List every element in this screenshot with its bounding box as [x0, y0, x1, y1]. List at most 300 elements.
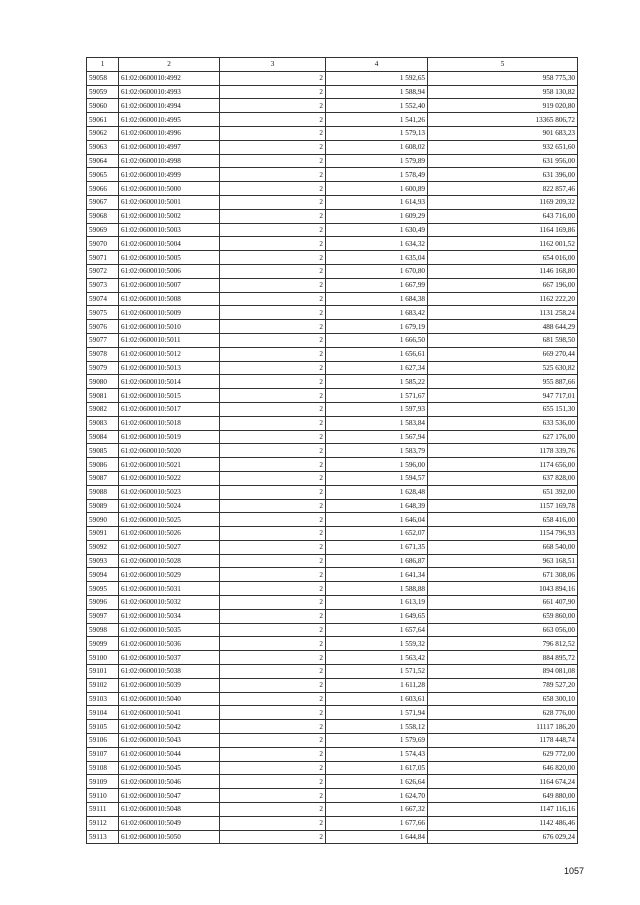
value-cell: 963 168,51	[428, 554, 578, 568]
table-row	[87, 816, 578, 830]
table-row	[87, 223, 578, 237]
row-number-cell: 59068	[87, 209, 119, 223]
table-row	[87, 292, 578, 306]
table-row	[87, 720, 578, 734]
table-row	[87, 375, 578, 389]
value-cell: 667 196,00	[428, 278, 578, 292]
category-cell: 2	[220, 692, 326, 706]
table-row	[87, 458, 578, 472]
column-header-4: 4	[326, 58, 428, 72]
cadastral-number-cell: 61:02:0600010:4992	[119, 71, 220, 85]
row-number-cell: 59112	[87, 816, 119, 830]
cadastral-number-cell: 61:02:0600010:4995	[119, 113, 220, 127]
area-cell: 1 588,94	[326, 85, 428, 99]
table-row	[87, 789, 578, 803]
area-cell: 1 635,04	[326, 251, 428, 265]
row-number-cell: 59098	[87, 623, 119, 637]
cadastral-number-cell: 61:02:0600010:4998	[119, 154, 220, 168]
table-row	[87, 540, 578, 554]
category-cell: 2	[220, 706, 326, 720]
value-cell: 676 029,24	[428, 830, 578, 844]
cadastral-number-cell: 61:02:0600010:5038	[119, 665, 220, 679]
value-cell: 1164 169,86	[428, 223, 578, 237]
column-header-3: 3	[220, 58, 326, 72]
category-cell: 2	[220, 623, 326, 637]
table-row	[87, 554, 578, 568]
value-cell: 822 857,46	[428, 182, 578, 196]
value-cell: 658 300,10	[428, 692, 578, 706]
row-number-cell: 59069	[87, 223, 119, 237]
category-cell: 2	[220, 609, 326, 623]
table-row	[87, 402, 578, 416]
category-cell: 2	[220, 126, 326, 140]
category-cell: 2	[220, 816, 326, 830]
table-row	[87, 568, 578, 582]
area-cell: 1 579,89	[326, 154, 428, 168]
row-number-cell: 59087	[87, 471, 119, 485]
area-cell: 1 667,32	[326, 803, 428, 817]
column-header-5: 5	[428, 58, 578, 72]
row-number-cell: 59080	[87, 375, 119, 389]
table-row	[87, 182, 578, 196]
value-cell: 955 887,66	[428, 375, 578, 389]
table-row	[87, 623, 578, 637]
category-cell: 2	[220, 333, 326, 347]
row-number-cell: 59060	[87, 99, 119, 113]
value-cell: 643 716,00	[428, 209, 578, 223]
row-number-cell: 59061	[87, 113, 119, 127]
category-cell: 2	[220, 734, 326, 748]
area-cell: 1 649,65	[326, 609, 428, 623]
area-cell: 1 624,70	[326, 789, 428, 803]
area-cell: 1 578,49	[326, 168, 428, 182]
cadastral-number-cell: 61:02:0600010:5005	[119, 251, 220, 265]
value-cell: 1178 448,74	[428, 734, 578, 748]
area-cell: 1 583,79	[326, 444, 428, 458]
area-cell: 1 670,80	[326, 264, 428, 278]
category-cell: 2	[220, 85, 326, 99]
row-number-cell: 59086	[87, 458, 119, 472]
table-row	[87, 734, 578, 748]
area-cell: 1 641,34	[326, 568, 428, 582]
cadastral-number-cell: 61:02:0600010:5027	[119, 540, 220, 554]
row-number-cell: 59099	[87, 637, 119, 651]
category-cell: 2	[220, 306, 326, 320]
category-cell: 2	[220, 803, 326, 817]
area-cell: 1 652,07	[326, 527, 428, 541]
area-cell: 1 656,61	[326, 347, 428, 361]
category-cell: 2	[220, 292, 326, 306]
category-cell: 2	[220, 485, 326, 499]
category-cell: 2	[220, 320, 326, 334]
table-row	[87, 126, 578, 140]
cadastral-number-cell: 61:02:0600010:5022	[119, 471, 220, 485]
cadastral-number-cell: 61:02:0600010:5009	[119, 306, 220, 320]
row-number-cell: 59110	[87, 789, 119, 803]
value-cell: 13365 806,72	[428, 113, 578, 127]
table-row	[87, 596, 578, 610]
cadastral-number-cell: 61:02:0600010:5017	[119, 402, 220, 416]
data-table	[86, 57, 578, 844]
value-cell: 646 820,00	[428, 761, 578, 775]
table-row	[87, 168, 578, 182]
row-number-cell: 59064	[87, 154, 119, 168]
table-row	[87, 195, 578, 209]
category-cell: 2	[220, 789, 326, 803]
table-row	[87, 803, 578, 817]
value-cell: 1131 258,24	[428, 306, 578, 320]
column-header-1: 1	[87, 58, 119, 72]
category-cell: 2	[220, 195, 326, 209]
cadastral-number-cell: 61:02:0600010:5020	[119, 444, 220, 458]
category-cell: 2	[220, 568, 326, 582]
table-row	[87, 209, 578, 223]
cadastral-number-cell: 61:02:0600010:5034	[119, 609, 220, 623]
category-cell: 2	[220, 99, 326, 113]
table-row	[87, 471, 578, 485]
row-number-cell: 59104	[87, 706, 119, 720]
area-cell: 1 677,66	[326, 816, 428, 830]
row-number-cell: 59072	[87, 264, 119, 278]
area-cell: 1 571,94	[326, 706, 428, 720]
row-number-cell: 59092	[87, 540, 119, 554]
value-cell: 633 536,00	[428, 416, 578, 430]
value-cell: 629 772,00	[428, 747, 578, 761]
table-row	[87, 706, 578, 720]
table-row	[87, 761, 578, 775]
row-number-cell: 59078	[87, 347, 119, 361]
value-cell: 894 081,08	[428, 665, 578, 679]
cadastral-number-cell: 61:02:0600010:5047	[119, 789, 220, 803]
row-number-cell: 59101	[87, 665, 119, 679]
value-cell: 637 828,00	[428, 471, 578, 485]
value-cell: 654 016,00	[428, 251, 578, 265]
cadastral-number-cell: 61:02:0600010:5036	[119, 637, 220, 651]
category-cell: 2	[220, 416, 326, 430]
area-cell: 1 574,43	[326, 747, 428, 761]
table-row	[87, 692, 578, 706]
category-cell: 2	[220, 389, 326, 403]
row-number-cell: 59097	[87, 609, 119, 623]
table-row	[87, 154, 578, 168]
cadastral-number-cell: 61:02:0600010:5049	[119, 816, 220, 830]
row-number-cell: 59113	[87, 830, 119, 844]
area-cell: 1 686,87	[326, 554, 428, 568]
table-row	[87, 306, 578, 320]
value-cell: 1164 674,24	[428, 775, 578, 789]
category-cell: 2	[220, 402, 326, 416]
cadastral-number-cell: 61:02:0600010:5040	[119, 692, 220, 706]
table-header	[87, 58, 578, 72]
cadastral-number-cell: 61:02:0600010:5031	[119, 582, 220, 596]
value-cell: 958 130,82	[428, 85, 578, 99]
table-row	[87, 347, 578, 361]
table-row	[87, 513, 578, 527]
category-cell: 2	[220, 444, 326, 458]
row-number-cell: 59066	[87, 182, 119, 196]
page-number: 1057	[563, 866, 584, 876]
value-cell: 932 651,60	[428, 140, 578, 154]
cadastral-number-cell: 61:02:0600010:5006	[119, 264, 220, 278]
value-cell: 659 860,00	[428, 609, 578, 623]
category-cell: 2	[220, 113, 326, 127]
area-cell: 1 552,40	[326, 99, 428, 113]
category-cell: 2	[220, 154, 326, 168]
area-cell: 1 683,42	[326, 306, 428, 320]
area-cell: 1 646,04	[326, 513, 428, 527]
cadastral-number-cell: 61:02:0600010:5028	[119, 554, 220, 568]
cadastral-number-cell: 61:02:0600010:5041	[119, 706, 220, 720]
value-cell: 671 308,06	[428, 568, 578, 582]
value-cell: 1147 116,16	[428, 803, 578, 817]
area-cell: 1 644,84	[326, 830, 428, 844]
row-number-cell: 59088	[87, 485, 119, 499]
area-cell: 1 594,57	[326, 471, 428, 485]
table-row	[87, 527, 578, 541]
area-cell: 1 657,64	[326, 623, 428, 637]
table-row	[87, 85, 578, 99]
category-cell: 2	[220, 209, 326, 223]
area-cell: 1 608,02	[326, 140, 428, 154]
category-cell: 2	[220, 651, 326, 665]
table-row	[87, 140, 578, 154]
area-cell: 1 579,69	[326, 734, 428, 748]
cadastral-number-cell: 61:02:0600010:5050	[119, 830, 220, 844]
row-number-cell: 59091	[87, 527, 119, 541]
category-cell: 2	[220, 678, 326, 692]
value-cell: 1154 796,93	[428, 527, 578, 541]
cadastral-number-cell: 61:02:0600010:5008	[119, 292, 220, 306]
area-cell: 1 558,12	[326, 720, 428, 734]
cadastral-number-cell: 61:02:0600010:5024	[119, 499, 220, 513]
area-cell: 1 634,32	[326, 237, 428, 251]
table-row	[87, 237, 578, 251]
value-cell: 655 151,30	[428, 402, 578, 416]
cadastral-number-cell: 61:02:0600010:4997	[119, 140, 220, 154]
table-row	[87, 651, 578, 665]
cadastral-number-cell: 61:02:0600010:4996	[119, 126, 220, 140]
value-cell: 947 717,01	[428, 389, 578, 403]
value-cell: 1142 486,46	[428, 816, 578, 830]
category-cell: 2	[220, 596, 326, 610]
cadastral-number-cell: 61:02:0600010:5007	[119, 278, 220, 292]
category-cell: 2	[220, 375, 326, 389]
row-number-cell: 59106	[87, 734, 119, 748]
category-cell: 2	[220, 251, 326, 265]
table-row	[87, 430, 578, 444]
table-row	[87, 251, 578, 265]
value-cell: 681 598,50	[428, 333, 578, 347]
row-number-cell: 59096	[87, 596, 119, 610]
category-cell: 2	[220, 513, 326, 527]
value-cell: 1174 656,00	[428, 458, 578, 472]
cadastral-number-cell: 61:02:0600010:5000	[119, 182, 220, 196]
table-row	[87, 775, 578, 789]
cadastral-number-cell: 61:02:0600010:5044	[119, 747, 220, 761]
area-cell: 1 679,19	[326, 320, 428, 334]
area-cell: 1 567,94	[326, 430, 428, 444]
cadastral-number-cell: 61:02:0600010:5001	[119, 195, 220, 209]
row-number-cell: 59102	[87, 678, 119, 692]
area-cell: 1 579,13	[326, 126, 428, 140]
value-cell: 669 270,44	[428, 347, 578, 361]
row-number-cell: 59081	[87, 389, 119, 403]
area-cell: 1 571,52	[326, 665, 428, 679]
table-row	[87, 389, 578, 403]
table-row	[87, 264, 578, 278]
row-number-cell: 59108	[87, 761, 119, 775]
cadastral-number-cell: 61:02:0600010:5012	[119, 347, 220, 361]
area-cell: 1 571,67	[326, 389, 428, 403]
column-header-2: 2	[119, 58, 220, 72]
value-cell: 1169 209,32	[428, 195, 578, 209]
value-cell: 1146 168,80	[428, 264, 578, 278]
value-cell: 627 176,00	[428, 430, 578, 444]
area-cell: 1 626,64	[326, 775, 428, 789]
row-number-cell: 59083	[87, 416, 119, 430]
category-cell: 2	[220, 471, 326, 485]
table-row	[87, 747, 578, 761]
value-cell: 649 880,00	[428, 789, 578, 803]
row-number-cell: 59082	[87, 402, 119, 416]
category-cell: 2	[220, 458, 326, 472]
cadastral-number-cell: 61:02:0600010:5025	[119, 513, 220, 527]
area-cell: 1 596,00	[326, 458, 428, 472]
cadastral-number-cell: 61:02:0600010:5042	[119, 720, 220, 734]
value-cell: 11117 186,20	[428, 720, 578, 734]
table-row	[87, 71, 578, 85]
value-cell: 958 775,30	[428, 71, 578, 85]
row-number-cell: 59107	[87, 747, 119, 761]
table-row	[87, 485, 578, 499]
table-body	[87, 71, 578, 844]
table-row	[87, 320, 578, 334]
row-number-cell: 59105	[87, 720, 119, 734]
value-cell: 658 416,00	[428, 513, 578, 527]
row-number-cell: 59100	[87, 651, 119, 665]
row-number-cell: 59085	[87, 444, 119, 458]
table-row	[87, 665, 578, 679]
category-cell: 2	[220, 223, 326, 237]
cadastral-number-cell: 61:02:0600010:5048	[119, 803, 220, 817]
value-cell: 1178 339,76	[428, 444, 578, 458]
value-cell: 1162 001,52	[428, 237, 578, 251]
cadastral-number-cell: 61:02:0600010:4993	[119, 85, 220, 99]
table-row	[87, 113, 578, 127]
table-row	[87, 678, 578, 692]
value-cell: 884 895,72	[428, 651, 578, 665]
value-cell: 651 392,00	[428, 485, 578, 499]
category-cell: 2	[220, 140, 326, 154]
value-cell: 1157 169,78	[428, 499, 578, 513]
table-row	[87, 499, 578, 513]
area-cell: 1 600,89	[326, 182, 428, 196]
table-row	[87, 278, 578, 292]
area-cell: 1 627,34	[326, 361, 428, 375]
area-cell: 1 614,93	[326, 195, 428, 209]
area-cell: 1 563,42	[326, 651, 428, 665]
table-row	[87, 361, 578, 375]
row-number-cell: 59074	[87, 292, 119, 306]
row-number-cell: 59063	[87, 140, 119, 154]
row-number-cell: 59090	[87, 513, 119, 527]
cadastral-number-cell: 61:02:0600010:5018	[119, 416, 220, 430]
row-number-cell: 59070	[87, 237, 119, 251]
table-row	[87, 416, 578, 430]
value-cell: 796 812,52	[428, 637, 578, 651]
area-cell: 1 597,93	[326, 402, 428, 416]
category-cell: 2	[220, 499, 326, 513]
category-cell: 2	[220, 582, 326, 596]
table-row	[87, 830, 578, 844]
value-cell: 488 644,29	[428, 320, 578, 334]
row-number-cell: 59062	[87, 126, 119, 140]
cadastral-number-cell: 61:02:0600010:5032	[119, 596, 220, 610]
row-number-cell: 59084	[87, 430, 119, 444]
value-cell: 663 056,00	[428, 623, 578, 637]
row-number-cell: 59103	[87, 692, 119, 706]
value-cell: 661 407,90	[428, 596, 578, 610]
area-cell: 1 617,05	[326, 761, 428, 775]
area-cell: 1 666,50	[326, 333, 428, 347]
row-number-cell: 59075	[87, 306, 119, 320]
row-number-cell: 59089	[87, 499, 119, 513]
value-cell: 919 020,80	[428, 99, 578, 113]
cadastral-number-cell: 61:02:0600010:5019	[119, 430, 220, 444]
area-cell: 1 611,28	[326, 678, 428, 692]
value-cell: 631 396,00	[428, 168, 578, 182]
area-cell: 1 603,61	[326, 692, 428, 706]
category-cell: 2	[220, 237, 326, 251]
category-cell: 2	[220, 182, 326, 196]
row-number-cell: 59094	[87, 568, 119, 582]
cadastral-number-cell: 61:02:0600010:5015	[119, 389, 220, 403]
area-cell: 1 630,49	[326, 223, 428, 237]
row-number-cell: 59065	[87, 168, 119, 182]
category-cell: 2	[220, 430, 326, 444]
table-row	[87, 637, 578, 651]
category-cell: 2	[220, 775, 326, 789]
area-cell: 1 588,88	[326, 582, 428, 596]
category-cell: 2	[220, 540, 326, 554]
value-cell: 631 956,00	[428, 154, 578, 168]
row-number-cell: 59076	[87, 320, 119, 334]
cadastral-number-cell: 61:02:0600010:5035	[119, 623, 220, 637]
area-cell: 1 583,84	[326, 416, 428, 430]
cadastral-number-cell: 61:02:0600010:5002	[119, 209, 220, 223]
row-number-cell: 59071	[87, 251, 119, 265]
row-number-cell: 59109	[87, 775, 119, 789]
area-cell: 1 609,29	[326, 209, 428, 223]
category-cell: 2	[220, 361, 326, 375]
cadastral-number-cell: 61:02:0600010:4999	[119, 168, 220, 182]
cadastral-number-cell: 61:02:0600010:5046	[119, 775, 220, 789]
area-cell: 1 559,32	[326, 637, 428, 651]
header-row	[87, 58, 578, 72]
cadastral-number-cell: 61:02:0600010:5011	[119, 333, 220, 347]
value-cell: 628 776,00	[428, 706, 578, 720]
table-row	[87, 333, 578, 347]
row-number-cell: 59067	[87, 195, 119, 209]
value-cell: 789 527,20	[428, 678, 578, 692]
category-cell: 2	[220, 720, 326, 734]
cadastral-number-cell: 61:02:0600010:5004	[119, 237, 220, 251]
table-row	[87, 99, 578, 113]
category-cell: 2	[220, 761, 326, 775]
table-row	[87, 444, 578, 458]
cadastral-number-cell: 61:02:0600010:5021	[119, 458, 220, 472]
category-cell: 2	[220, 830, 326, 844]
